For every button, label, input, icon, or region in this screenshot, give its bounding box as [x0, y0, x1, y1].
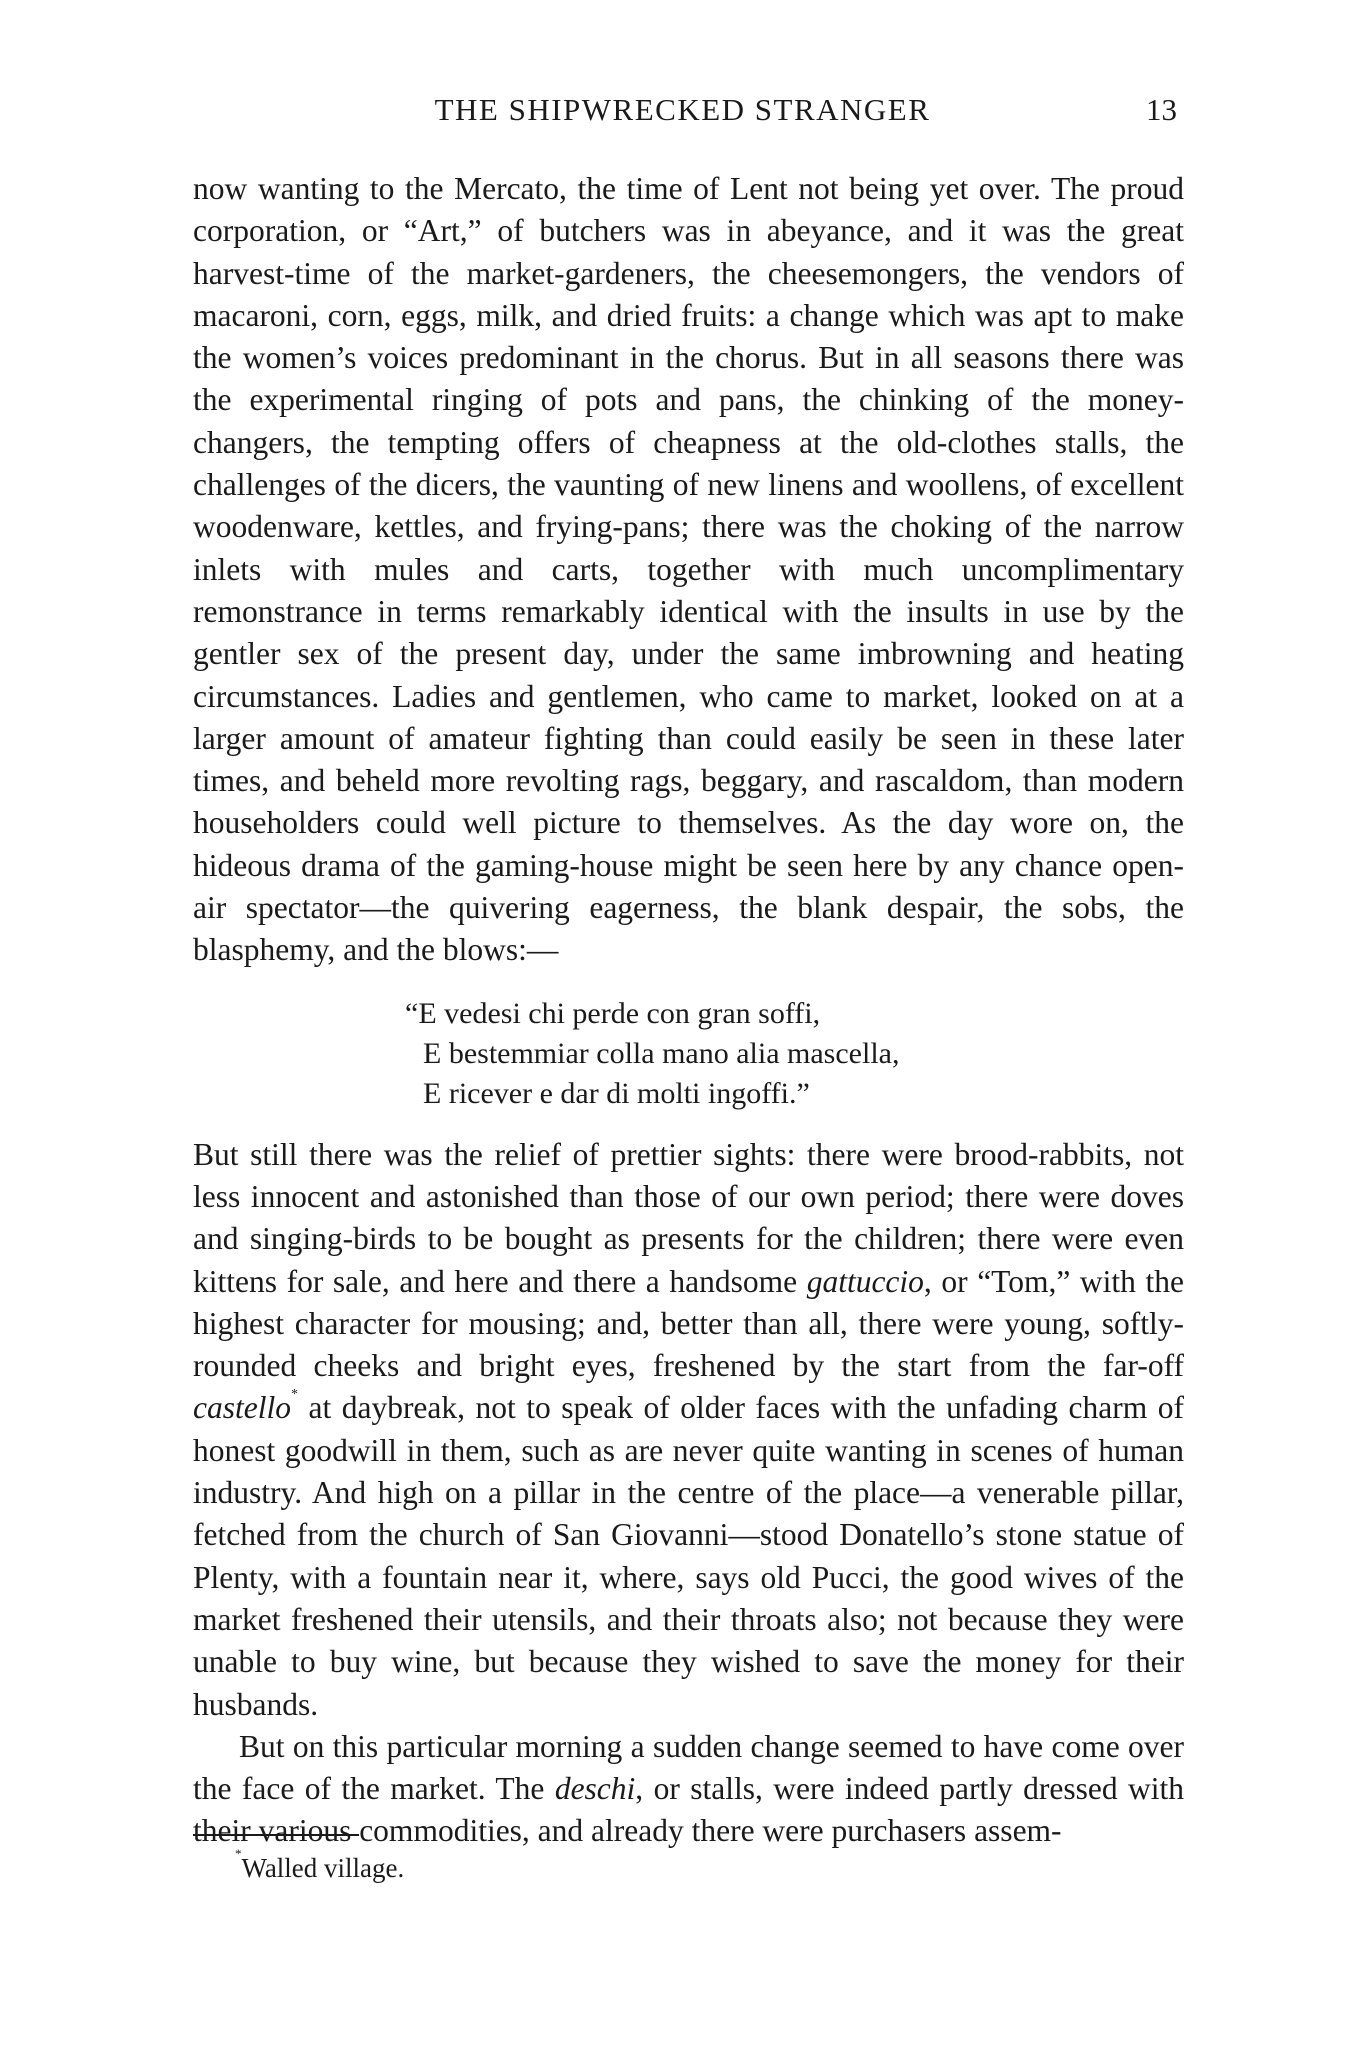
italic-term: deschi: [554, 1771, 636, 1807]
body-text: [193, 168, 1184, 1853]
paragraph: [193, 1134, 1184, 1726]
page-header: [0, 92, 1365, 138]
text-run: But still there was the relief of prettier sights: there were brood-rabbits, not less innocent and astonished than those of our own period; there were doves and singing-birds to be bought as presents for the children; there were even kittens for sale, and here and there a handsome: [193, 1136, 1184, 1299]
footnote-mark: *: [235, 1846, 242, 1861]
verse-line: E ricever e dar di molti ingoffi.”: [423, 1076, 810, 1110]
running-title: THE SHIPWRECKED STRANGER: [434, 92, 931, 127]
italic-term: gattuccio: [806, 1263, 924, 1299]
text-run: But on this particular morning a sudden change seemed to have come over the face of the market. The: [193, 1728, 1184, 1807]
page-number: 13: [1146, 92, 1177, 127]
text-run: , or stalls, were indeed partly dressed with their various commodities, and already there were purchasers assem-: [193, 1771, 1184, 1849]
verse-quotation: [405, 994, 1184, 1114]
footnote: [235, 1846, 405, 1886]
italic-term: castello: [193, 1390, 291, 1426]
text-run: at daybreak, not to speak of older faces with the unfading charm of honest goodwill in them, such as are never quite wanting in scenes of human industry. And high on a pillar in the centre of the place—a venerable pillar, fetched from the church of San Giovanni—stood Donatello’s stone statue of Plenty, with a fountain near it, where, says old Pucci, the good wives of the market freshened their utensils, and their throats also; not because they were unable to buy wine, but because they wished to save the money for their husbands.: [193, 1390, 1184, 1722]
footnote-reference: *: [290, 1387, 298, 1403]
verse-line: “E vedesi chi perde con gran soffi,: [405, 996, 821, 1030]
footnote-rule: [193, 1834, 359, 1836]
verse-line: E bestemmiar colla mano alia mascella,: [423, 1036, 900, 1070]
paragraph-continued: now wanting to the Mercato, the time of Lent not being yet over. The proud corporation, or “Art,” of butchers was in abeyance, and it was the great harvest-time of the market-gardeners, the cheesemongers, the vendors of macaroni, corn, eggs, milk, and dried fruits: a change which was apt to make the women’s voices predominant in the chorus. But in all seasons there was the experimental ringing of pots and pans, the chinking of the money-changers, the tempting offers of cheapness at the old-clothes stalls, the challenges of the dicers, the vaunting of new linens and woollens, of excellent woodenware, kettles, and frying-pans; there was the choking of the narrow inlets with mules and carts, together with much uncomplimentary remonstrance in terms remarkably identical with the insults in use by the gentler sex of the present day, under the same imbrowning and heating circumstances. Ladies and gentlemen, who came to market, looked on at a larger amount of amateur fighting than could easily be seen in these later times, and beheld more revolting rags, beggary, and rascaldom, than modern householders could well picture to themselves. As the day wore on, the hideous drama of the gaming-house might be seen here by any chance open-air spectator—the quivering eagerness, the blank despair, the sobs, the blasphemy, and the blows:—: [193, 171, 1184, 968]
footnote-text: Walled village.: [241, 1853, 405, 1883]
text-run: , or “Tom,” with the highest character for mousing; and, better than all, there were young, softly-rounded cheeks and bright eyes, freshened by the start from the far-off: [193, 1263, 1184, 1384]
